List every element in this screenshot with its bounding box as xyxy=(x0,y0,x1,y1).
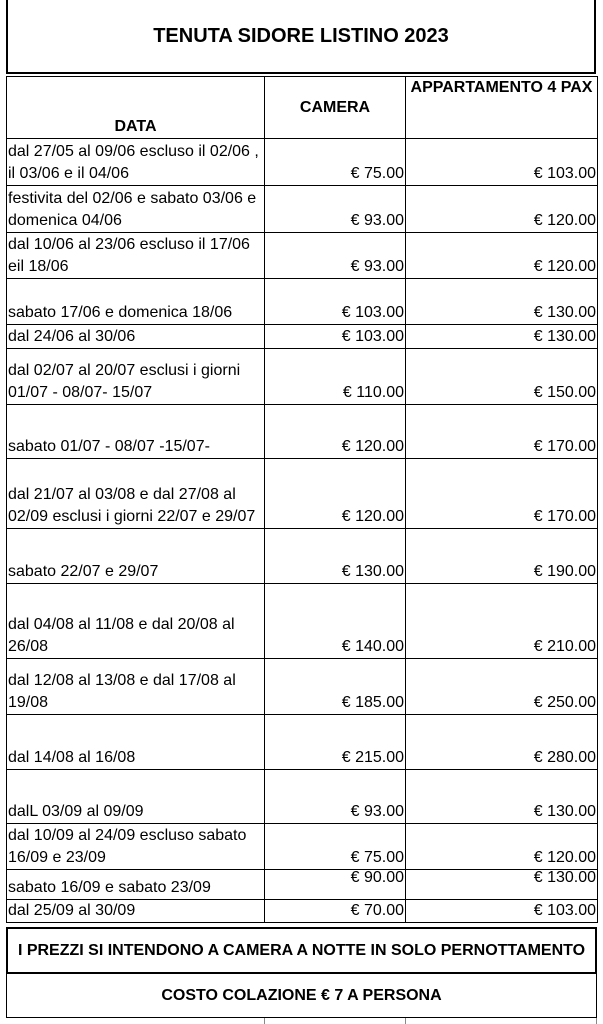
period-cell: sabato 16/09 e sabato 23/09 xyxy=(7,870,265,900)
appartamento-price-cell: € 130.00 xyxy=(406,325,598,349)
camera-price-cell: € 75.00 xyxy=(265,824,406,870)
appartamento-price-cell: € 103.00 xyxy=(406,139,598,186)
appartamento-price-cell: € 250.00 xyxy=(406,659,598,715)
grid-divider xyxy=(596,1018,597,1024)
pricing-note xyxy=(6,927,597,974)
camera-price-cell: € 70.00 xyxy=(265,900,406,923)
period-cell: dal 10/06 al 23/06 escluso il 17/06 eil 18/06 xyxy=(7,233,265,279)
table-row xyxy=(7,584,598,659)
column-header-camera: CAMERA xyxy=(265,77,406,139)
grid-divider xyxy=(405,1018,406,1024)
camera-price-cell: € 93.00 xyxy=(265,186,406,233)
breakfast-cost-text: COSTO COLAZIONE € 7 A PERSONA xyxy=(161,986,442,1004)
table-row xyxy=(7,233,598,279)
camera-price-cell: € 120.00 xyxy=(265,459,406,529)
table-row xyxy=(7,349,598,405)
table-row xyxy=(7,659,598,715)
table-row xyxy=(7,770,598,824)
camera-price-cell: € 103.00 xyxy=(265,279,406,325)
period-cell: dalL 03/09 al 09/09 xyxy=(7,770,265,824)
column-header-data: DATA xyxy=(7,77,265,139)
breakfast-cost xyxy=(6,974,597,1018)
table-row xyxy=(7,186,598,233)
appartamento-price-cell: € 130.00 xyxy=(406,770,598,824)
appartamento-price-cell: € 120.00 xyxy=(406,186,598,233)
table-row xyxy=(7,279,598,325)
appartamento-price-cell: € 170.00 xyxy=(406,405,598,459)
camera-price-cell: € 120.00 xyxy=(265,405,406,459)
period-cell: dal 02/07 al 20/07 esclusi i giorni 01/07 - 08/07- 15/07 xyxy=(7,349,265,405)
column-header-appartamento: APPARTAMENTO 4 PAX xyxy=(406,77,598,139)
table-row xyxy=(7,824,598,870)
camera-price-cell: € 110.00 xyxy=(265,349,406,405)
table-row xyxy=(7,529,598,584)
appartamento-price-cell: € 170.00 xyxy=(406,459,598,529)
grid-divider xyxy=(264,1018,265,1024)
camera-price-cell: € 140.00 xyxy=(265,584,406,659)
price-list-title: TENUTA SIDORE LISTINO 2023 xyxy=(6,0,596,74)
appartamento-price-cell: € 130.00 xyxy=(406,279,598,325)
appartamento-price-cell: € 120.00 xyxy=(406,824,598,870)
camera-price-cell: € 215.00 xyxy=(265,715,406,770)
table-row xyxy=(7,900,598,923)
camera-price-cell: € 130.00 xyxy=(265,529,406,584)
period-cell: dal 25/09 al 30/09 xyxy=(7,900,265,923)
appartamento-price-cell: € 130.00 xyxy=(406,870,598,900)
period-cell: dal 27/05 al 09/06 escluso il 02/06 , il 03/06 e il 04/06 xyxy=(7,139,265,186)
price-table xyxy=(6,76,598,923)
table-row xyxy=(7,325,598,349)
table-row xyxy=(7,870,598,900)
period-cell: festivita del 02/06 e sabato 03/06 e domenica 04/06 xyxy=(7,186,265,233)
period-cell: dal 14/08 al 16/08 xyxy=(7,715,265,770)
table-row xyxy=(7,459,598,529)
period-cell: sabato 17/06 e domenica 18/06 xyxy=(7,279,265,325)
period-cell: dal 10/09 al 24/09 escluso sabato 16/09 e 23/09 xyxy=(7,824,265,870)
table-row xyxy=(7,715,598,770)
camera-price-cell: € 93.00 xyxy=(265,233,406,279)
header-row xyxy=(7,77,598,139)
period-cell: dal 04/08 al 11/08 e dal 20/08 al 26/08 xyxy=(7,584,265,659)
camera-price-cell: € 93.00 xyxy=(265,770,406,824)
camera-price-cell: € 103.00 xyxy=(265,325,406,349)
appartamento-price-cell: € 190.00 xyxy=(406,529,598,584)
appartamento-price-cell: € 120.00 xyxy=(406,233,598,279)
camera-price-cell: € 90.00 xyxy=(265,870,406,900)
camera-price-cell: € 75.00 xyxy=(265,139,406,186)
period-cell: sabato 22/07 e 29/07 xyxy=(7,529,265,584)
appartamento-price-cell: € 150.00 xyxy=(406,349,598,405)
appartamento-price-cell: € 210.00 xyxy=(406,584,598,659)
appartamento-price-cell: € 103.00 xyxy=(406,900,598,923)
period-cell: dal 24/06 al 30/06 xyxy=(7,325,265,349)
table-row xyxy=(7,405,598,459)
period-cell: sabato 01/07 - 08/07 -15/07- xyxy=(7,405,265,459)
period-cell: dal 12/08 al 13/08 e dal 17/08 al 19/08 xyxy=(7,659,265,715)
pricing-note-text: I PREZZI SI INTENDONO A CAMERA A NOTTE IN SOLO PERNOTTAMENTO xyxy=(17,942,586,959)
table-row xyxy=(7,139,598,186)
period-cell: dal 21/07 al 03/08 e dal 27/08 al 02/09 esclusi i giorni 22/07 e 29/07 xyxy=(7,459,265,529)
camera-price-cell: € 185.00 xyxy=(265,659,406,715)
appartamento-price-cell: € 280.00 xyxy=(406,715,598,770)
